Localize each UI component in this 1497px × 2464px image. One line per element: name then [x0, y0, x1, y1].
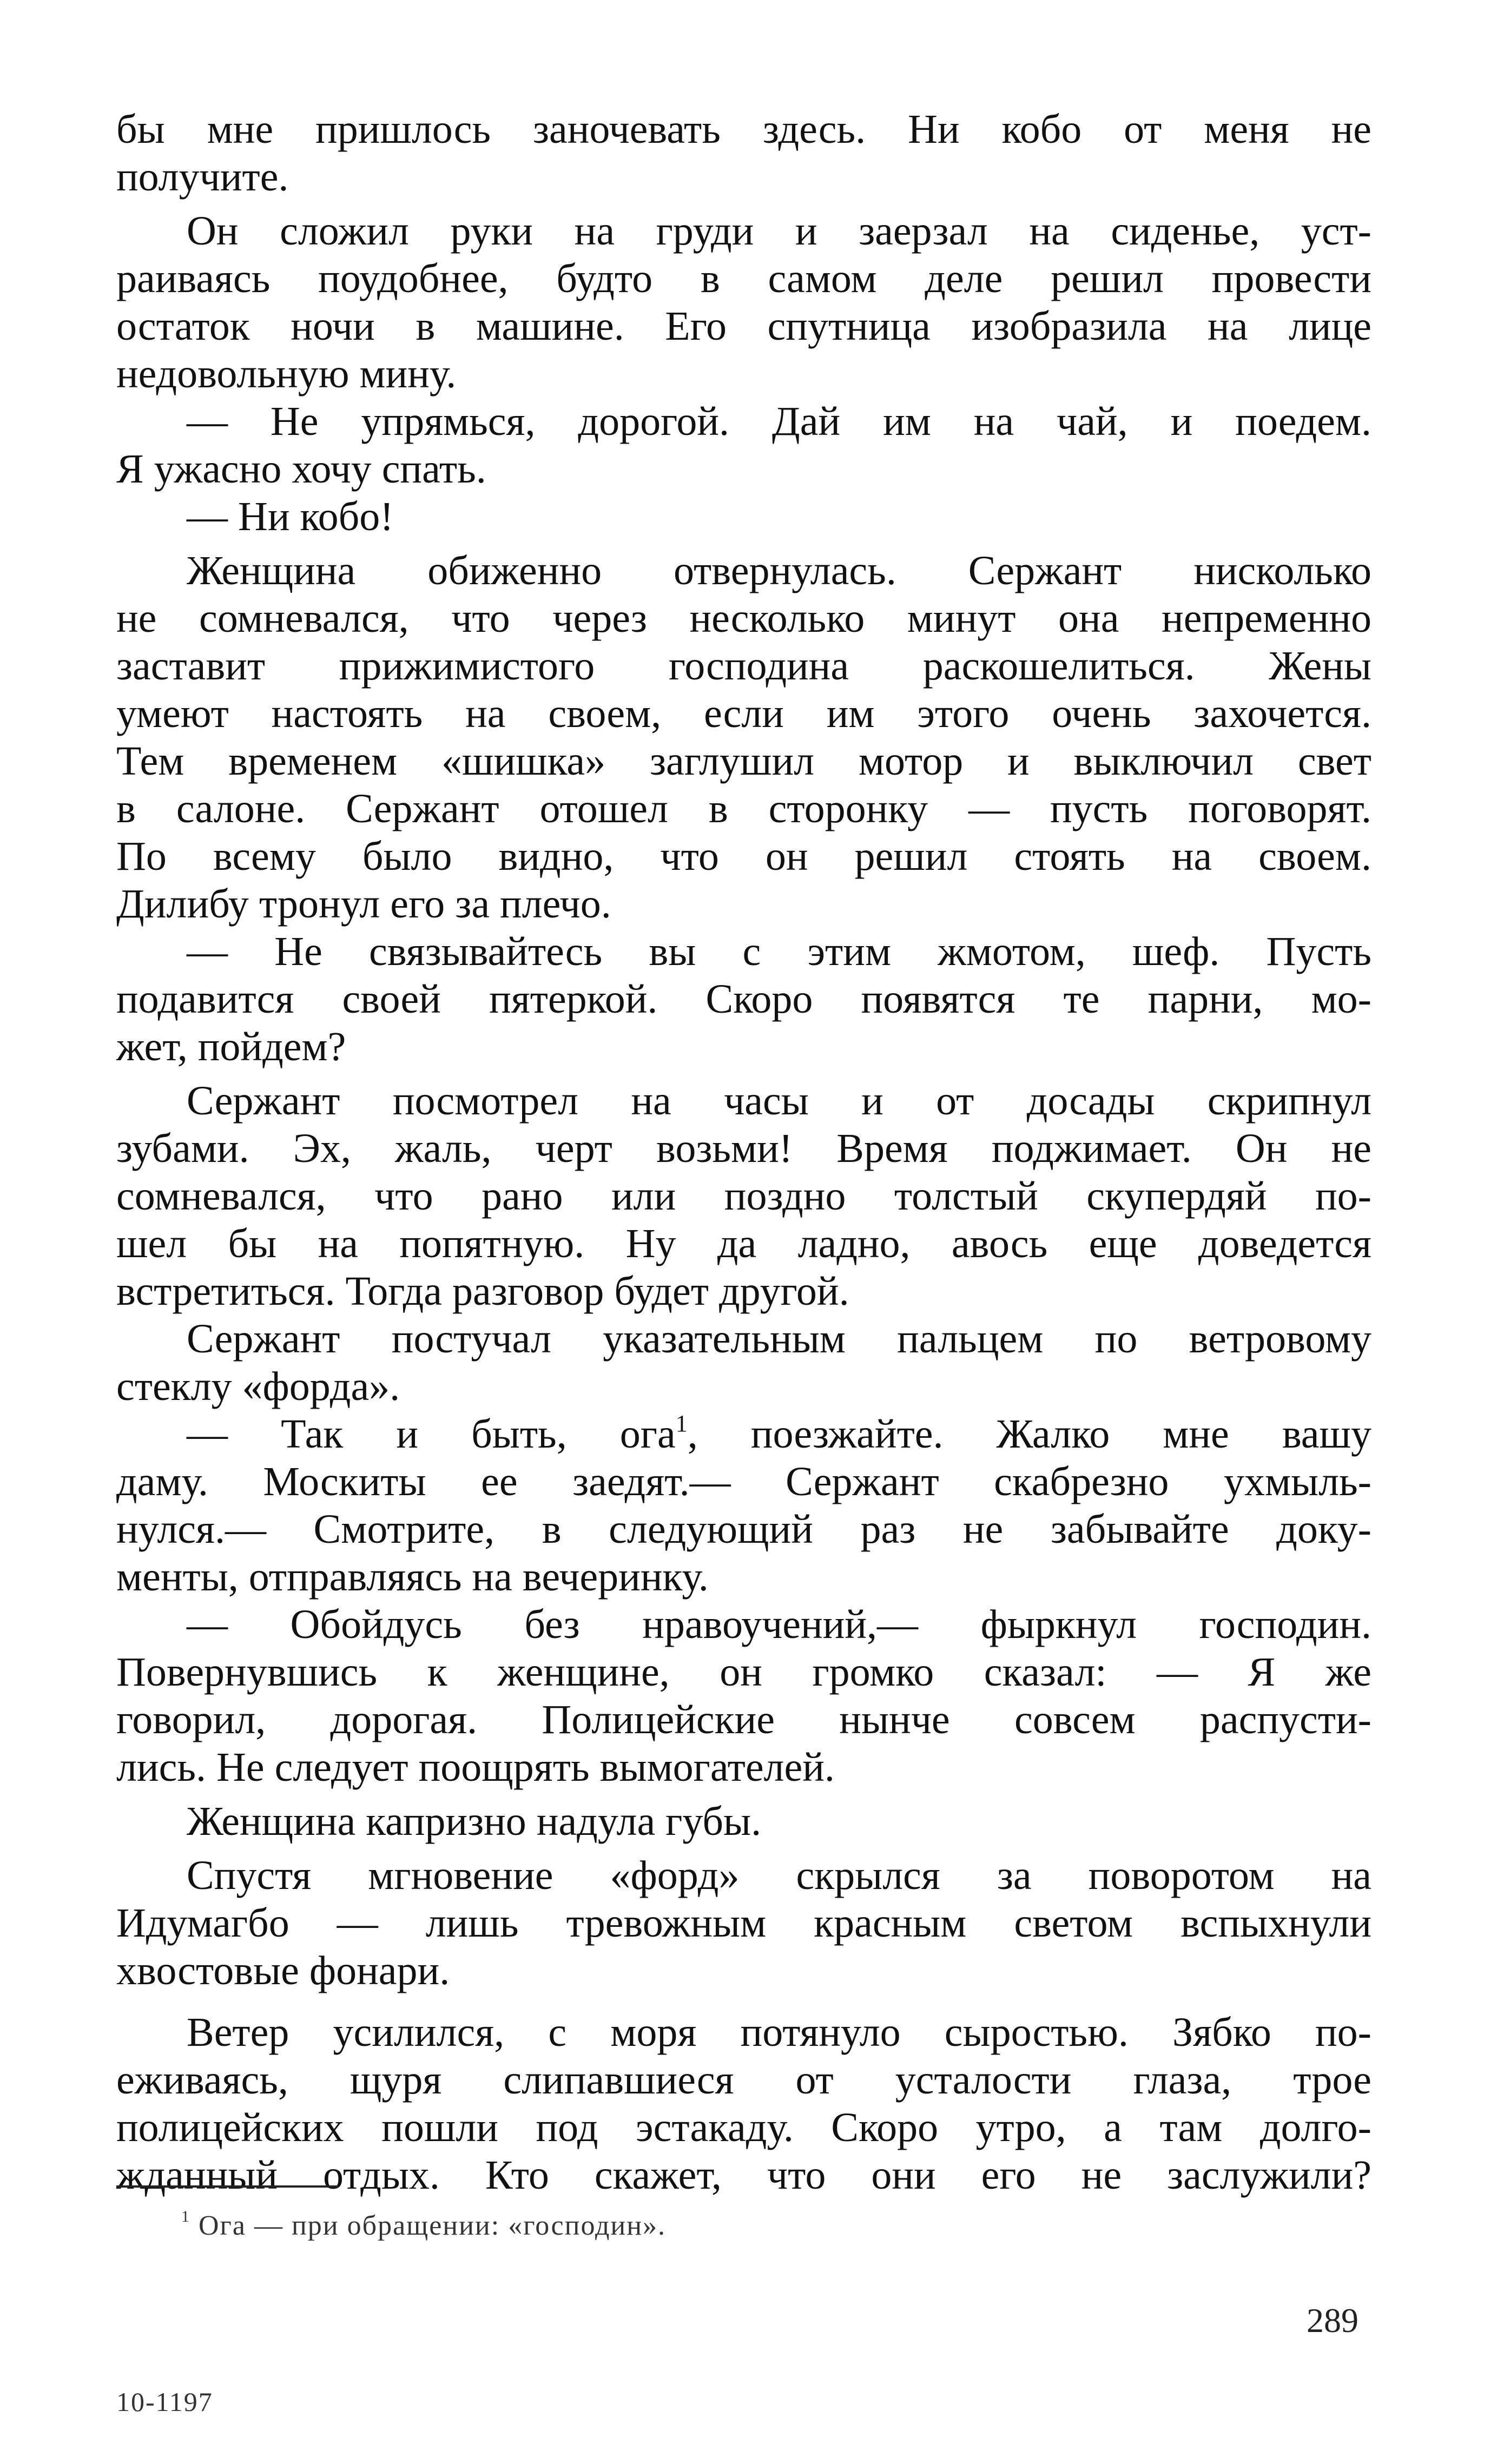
text-line: Ветер усилился, с моря потянуло сыростью. Зябко по-: [187, 2010, 1371, 2055]
text-line: встретиться. Тогда разговор будет другой.: [116, 1269, 849, 1314]
text-line: бы мне пришлось заночевать здесь. Ни кобо от меня не: [116, 107, 1371, 152]
footnote-reference: 1: [675, 1410, 688, 1437]
text-line: недовольную мину.: [116, 351, 457, 397]
text-line: жданный отдых. Кто скажет, что они его не заслужили?: [116, 2152, 1371, 2198]
text-line: Сержант постучал указательным пальцем по ветровому: [187, 1316, 1371, 1362]
text-line: говорил, дорогая. Полицейские нынче совсем распусти-: [116, 1697, 1371, 1742]
text-line: полицейских пошли под эстакаду. Скоро утро, а там долго-: [116, 2105, 1371, 2150]
text-line: заставит прижимистого господина раскошелиться. Жены: [116, 643, 1371, 689]
text-line: хвостовые фонари.: [116, 1948, 450, 1993]
footnote-marker: 1: [181, 2208, 190, 2225]
text-line: остаток ночи в машине. Его спутница изобразила на лице: [116, 303, 1371, 349]
text-line: сомневался, что рано или поздно толстый скупердяй по-: [116, 1173, 1371, 1219]
text-line: зубами. Эх, жаль, черт возьми! Время поджимает. Он не: [116, 1126, 1371, 1171]
text-line: Тем временем «шишка» заглушил мотор и выключил свет: [116, 738, 1371, 784]
text-line: менты, отправляясь на вечеринку.: [116, 1554, 709, 1600]
text-line: подавится своей пятеркой. Скоро появятся те парни, мо-: [116, 976, 1371, 1022]
printer-signature: 10-1197: [116, 2387, 213, 2417]
text-line: умеют настоять на своем, если им этого очень захочется.: [116, 691, 1371, 736]
text-line: Идумагбо — лишь тревожным красным светом вспыхнули: [116, 1900, 1371, 1946]
text-line: раиваясь поудобнее, будто в самом деле решил провести: [116, 256, 1371, 301]
text-line: По всему было видно, что он решил стоять на своем.: [116, 834, 1371, 879]
text-line: Он сложил руки на груди и заерзал на сиденье, уст-: [187, 208, 1371, 254]
text-line: жет, пойдем?: [116, 1024, 346, 1069]
text-line: Дилибу тронул его за плечо.: [116, 881, 611, 927]
text-line: лись. Не следует поощрять вымогателей.: [116, 1745, 835, 1790]
text-line: шел бы на попятную. Ну да ладно, авось еще доведется: [116, 1221, 1371, 1266]
text-line: — Ни кобо!: [187, 494, 394, 539]
text-line: Спустя мгновение «форд» скрылся за поворотом на: [187, 1853, 1371, 1898]
text-line: не сомневался, что через несколько минут она непременно: [116, 596, 1371, 641]
text-fragment: , поезжайте. Жалко мне вашу: [687, 1411, 1371, 1457]
text-line: получите.: [116, 154, 289, 200]
text-line: — Не связывайтесь вы с этим жмотом, шеф. Пусть: [187, 929, 1371, 974]
text-line: еживаясь, щуря слипавшиеся от усталости глаза, трое: [116, 2057, 1371, 2103]
text-line: даму. Москиты ее заедят.— Сержант скабрезно ухмыль-: [116, 1459, 1371, 1504]
text-line: — Обойдусь без нравоучений,— фыркнул господин.: [187, 1602, 1371, 1647]
text-line: стеклу «форда».: [116, 1364, 400, 1409]
text-line: Женщина обиженно отвернулась. Сержант нисколько: [187, 548, 1371, 593]
text-line: Я ужасно хочу спать.: [116, 446, 486, 492]
footnote: [181, 2210, 666, 2242]
page-number: 289: [1307, 2301, 1358, 2340]
text-line-with-footnote: [116, 1410, 1371, 1458]
page-body: [116, 105, 1371, 2199]
text-line: Повернувшись к женщине, он громко сказал: — Я же: [116, 1649, 1371, 1695]
text-line: в салоне. Сержант отошел в сторонку — пусть поговорят.: [116, 786, 1371, 831]
text-line: Женщина капризно надула губы.: [187, 1799, 762, 1844]
text-line: нулся.— Смотрите, в следующий раз не забывайте доку-: [116, 1507, 1371, 1552]
footnote-divider: [116, 2185, 338, 2188]
text-line: — Не упрямься, дорогой. Дай им на чай, и поедем.: [187, 399, 1371, 444]
footnote-text: Ога — при обращении: «господин».: [199, 2210, 667, 2241]
text-line: Сержант посмотрел на часы и от досады скрипнул: [187, 1078, 1371, 1124]
text-fragment: — Так и быть, ога: [187, 1411, 676, 1457]
